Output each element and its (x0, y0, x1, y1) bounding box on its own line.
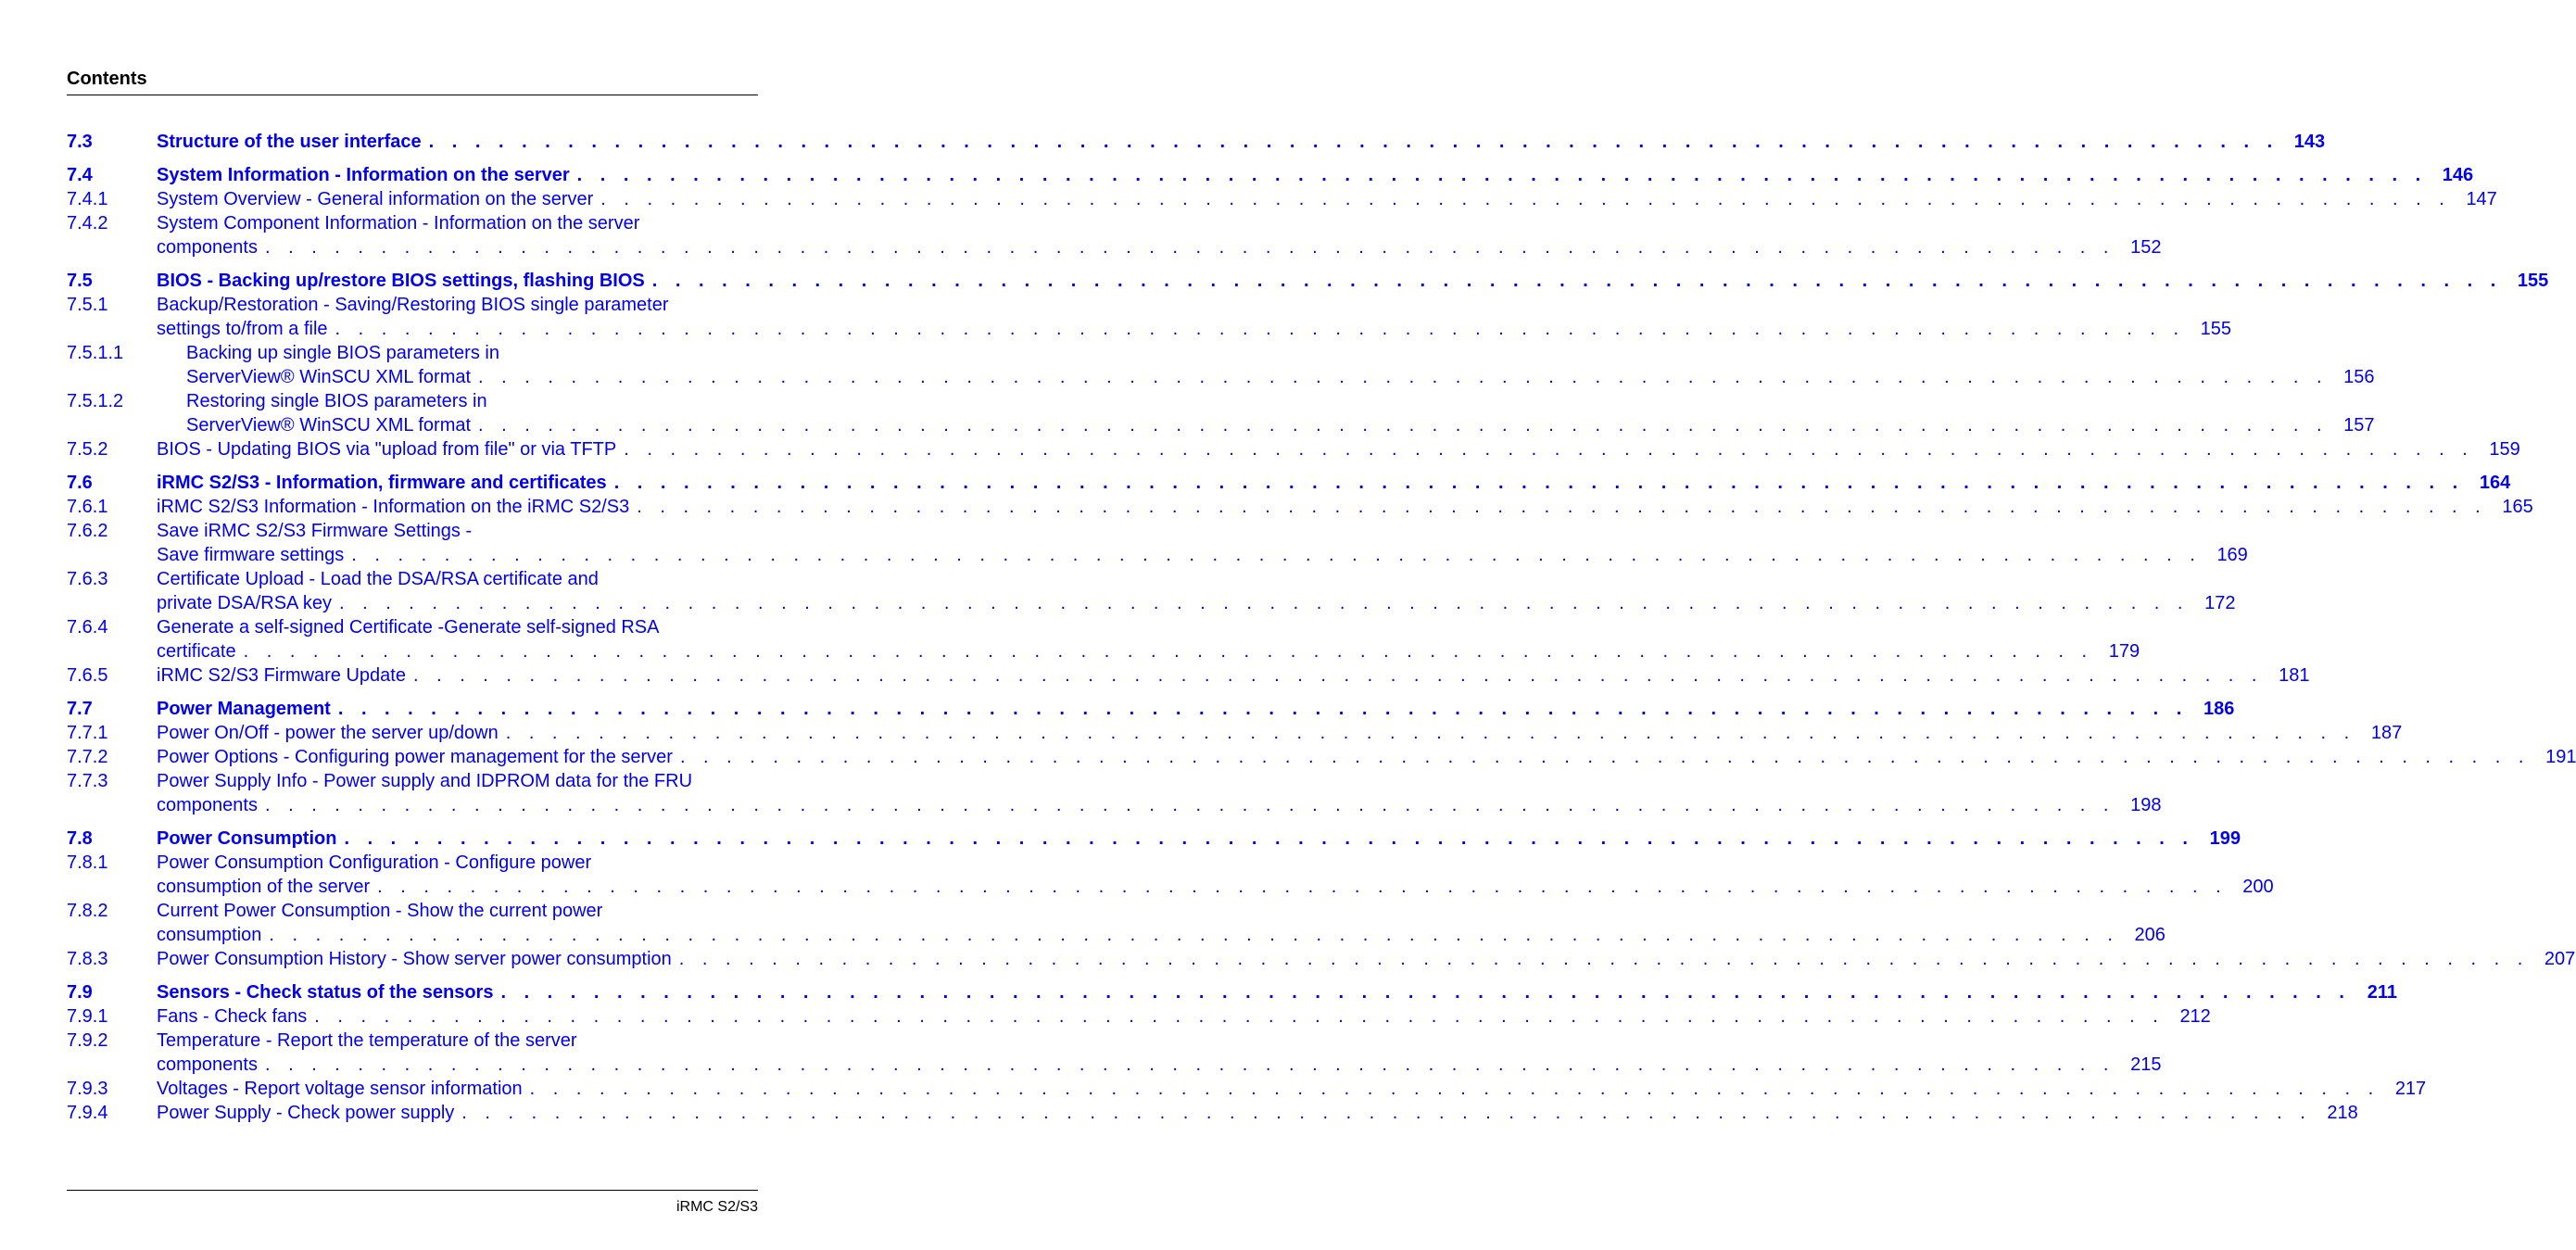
toc-entry-title: BIOS - Backing up/restore BIOS settings, flashing BIOS (157, 269, 652, 293)
toc-entry-page: 179 (2108, 641, 2140, 662)
toc-entry-number: 7.6.2 (67, 521, 108, 541)
toc-entry-number: 7.7 (67, 699, 93, 719)
toc-entry[interactable] (67, 567, 2236, 615)
toc-entry-title: Restoring single BIOS parameters in (186, 391, 487, 411)
toc-entry[interactable] (67, 615, 2140, 663)
toc-entry[interactable] (67, 293, 2232, 341)
dot-leader: . . . . . . . . . . . . . . . . . . . . . . . . . . . . . . . . . . . . . . . . . . . . . . . . . . . . . . . . . . . . . . . . . . . . . . . . . . . . . . . . (264, 237, 2115, 258)
toc-entry-title: certificate (157, 639, 244, 663)
toc-entry-page: 199 (2209, 828, 2241, 849)
toc-entry-page: 159 (2489, 439, 2520, 460)
toc-entry[interactable] (67, 1077, 2427, 1101)
toc-entry-number: 7.4.1 (67, 189, 108, 209)
toc-entry-title: iRMC S2/S3 Information - Information on the iRMC S2/S3 (157, 495, 637, 519)
toc-entry-title: Sensors - Check status of the sensors (157, 980, 500, 1004)
toc-entry-page: 206 (2134, 925, 2166, 945)
toc-entry-page: 181 (2279, 665, 2310, 686)
toc-entry[interactable] (67, 769, 2162, 817)
dot-leader: . . . . . . . . . . . . . . . . . . . . . . . . . . . . . . . . . . . . . . . . . . . . . . . . . . . . . . . . . . . . . . . . . . . . . . . . . . . . . . . . (412, 665, 2264, 686)
toc-entry-number: 7.9.2 (67, 1030, 108, 1051)
toc-entry-number: 7.8 (67, 828, 93, 849)
toc-entry-title: Certificate Upload - Load the DSA/RSA certificate and (157, 569, 599, 589)
toc-entry[interactable] (67, 851, 2274, 899)
toc-entry-number: 7.4.2 (67, 213, 108, 234)
toc-entry-page: 156 (2343, 367, 2375, 387)
toc-entry-title: Power Supply Info - Power supply and IDPROM data for the FRU (157, 771, 693, 791)
toc-group (67, 827, 2576, 971)
toc-entry-title: Power Supply - Check power supply (157, 1101, 461, 1125)
toc-entry[interactable] (67, 389, 2375, 437)
page-footer (67, 1190, 758, 1220)
toc-entry-page: 187 (2370, 723, 2403, 743)
toc-entry[interactable] (67, 1004, 2211, 1029)
toc-entry-title: Power Options - Configuring power management for the server (157, 745, 680, 769)
dot-leader: . . . . . . . . . . . . . . . . . . . . . . . . . . . . . . . . . . . . . . . . . . . . . . . . . . . . . . . . . . . . . . . . . . . . . . . . . . . . . . . . (637, 497, 2487, 517)
toc-entry-number: 7.5.2 (67, 439, 108, 460)
toc-entry[interactable] (67, 1029, 2162, 1077)
toc-group (67, 471, 2533, 688)
toc-entry-title: System Information - Information on the server (157, 163, 577, 187)
toc-entry-page: 164 (2479, 473, 2511, 493)
toc-entry-number: 7.7.3 (67, 771, 108, 791)
toc-entry[interactable] (67, 341, 2375, 389)
toc-entry-page: 200 (2242, 877, 2274, 897)
toc-entry-title: System Component Information - Information on the server (157, 213, 640, 234)
dot-leader: . . . . . . . . . . . . . . . . . . . . . . . . . . . . . . . . . . . . . . . . . . . . . . . . . . . . . . . . . . . . . . . . . . . . . . . . . . . . . . . . (269, 925, 2119, 945)
toc-entry-page: 155 (2517, 271, 2549, 291)
dot-leader: . . . . . . . . . . . . . . . . . . . . . . . . . . . . . . . . . . . . . . . . . . . . . . . . . . . . . . . . . . . . . . . . . . . . . . . . . . . . . . . . (335, 319, 2186, 339)
toc-entry-title: consumption of the server (157, 875, 377, 899)
toc-entry-number: 7.5.1.2 (67, 391, 124, 411)
dot-leader: . . . . . . . . . . . . . . . . . . . . . . . . . . . . . . . . . . . . . . . . . . . . . . . . . . . . . . . . . . . . . . . . . . . . . . . . . . . . . . . . (428, 132, 2279, 152)
toc-entry-title: Power On/Off - power the server up/down (157, 721, 506, 745)
toc-entry-title: Save iRMC S2/S3 Firmware Settings - (157, 521, 473, 541)
toc-entry-page: 217 (2394, 1079, 2427, 1099)
dot-leader: . . . . . . . . . . . . . . . . . . . . . . . . . . . . . . . . . . . . . . . . . . . . . . . . . . . . . . . . . . . . . . . . . . . . . . . . . . . . . . . . (264, 795, 2115, 815)
toc-entry-title: settings to/from a file (157, 317, 335, 341)
toc-entry-title: Current Power Consumption - Show the current power (157, 901, 603, 921)
toc-entry-page: 152 (2130, 237, 2162, 258)
toc-group (67, 697, 2576, 817)
toc-entry-title: private DSA/RSA key (157, 591, 339, 615)
page-title: Contents (67, 69, 147, 89)
toc-entry-title: System Overview - General information on the server (157, 187, 600, 211)
toc-entry-number: 7.5.1.1 (67, 343, 124, 363)
toc-entry-page: 198 (2130, 795, 2162, 815)
toc-entry[interactable] (67, 1101, 2358, 1125)
toc-entry-title: Generate a self-signed Certificate -Generate self-signed RSA (157, 617, 660, 638)
toc-entry-number: 7.8.1 (67, 852, 108, 873)
toc-entry-title: Structure of the user interface (157, 130, 429, 154)
dot-leader: . . . . . . . . . . . . . . . . . . . . . . . . . . . . . . . . . . . . . . . . . . . . . . . . . . . . . . . . . . . . . . . . . . . . . . . . . . . . . . . . (500, 982, 2351, 1003)
toc-entry[interactable] (67, 130, 2326, 154)
toc-entry-number: 7.6.4 (67, 617, 108, 638)
toc-entry-page: 172 (2204, 593, 2236, 613)
toc-entry-title: Backing up single BIOS parameters in (186, 343, 499, 363)
table-of-contents (67, 130, 2576, 1134)
toc-entry-title: iRMC S2/S3 Firmware Update (157, 663, 413, 688)
toc-entry-number: 7.7.1 (67, 723, 108, 743)
toc-entry-title: consumption (157, 923, 269, 947)
toc-group (67, 163, 2497, 259)
toc-group (67, 130, 2326, 154)
toc-entry[interactable] (67, 721, 2403, 745)
toc-entry-title: Save firmware settings (157, 543, 351, 567)
toc-entry-title: Backup/Restoration - Saving/Restoring BIOS single parameter (157, 295, 669, 315)
toc-entry-number: 7.6.1 (67, 497, 108, 517)
toc-entry-title: components (157, 235, 265, 259)
dot-leader: . . . . . . . . . . . . . . . . . . . . . . . . . . . . . . . . . . . . . . . . . . . . . . . . . . . . . . . . . . . . . . . . . . . . . . . . . . . . . . . . (613, 473, 2465, 493)
toc-entry-number: 7.3 (67, 132, 93, 152)
toc-entry[interactable] (67, 745, 2576, 769)
toc-entry-number: 7.5 (67, 271, 93, 291)
dot-leader: . . . . . . . . . . . . . . . . . . . . . . . . . . . . . . . . . . . . . . . . . . . . . . . . . . . . . . . . . . . . . . . . . . . . . . . . . . . . . . . . (529, 1079, 2380, 1099)
toc-entry-page: 169 (2216, 545, 2248, 565)
toc-entry[interactable] (67, 437, 2520, 461)
toc-entry[interactable] (67, 697, 2235, 721)
toc-entry-title: BIOS - Updating BIOS via "upload from file" or via TFTP (157, 437, 624, 461)
toc-group (67, 980, 2427, 1125)
dot-leader: . . . . . . . . . . . . . . . . . . . . . . . . . . . . . . . . . . . . . . . . . . . . . . . . . . . . . . . . . . . . . . . . . . . . . . . . . . . . . . . . (243, 641, 2094, 662)
toc-entry[interactable] (67, 163, 2474, 187)
toc-entry[interactable] (67, 187, 2497, 211)
toc-entry-page: 146 (2442, 165, 2474, 185)
toc-entry-title: components (157, 793, 265, 817)
toc-entry-title: ServerView® WinSCU XML format (186, 365, 478, 389)
dot-leader: . . . . . . . . . . . . . . . . . . . . . . . . . . . . . . . . . . . . . . . . . . . . . . . . . . . . . . . . . . . . . . . . . . . . . . . . . . . . . . . . (377, 877, 2228, 897)
dot-leader: . . . . . . . . . . . . . . . . . . . . . . . . . . . . . . . . . . . . . . . . . . . . . . . . . . . . . . . . . . . . . . . . . . . . . . . . . . . . . . . . (505, 723, 2356, 743)
toc-entry[interactable] (67, 519, 2248, 567)
toc-entry-title: iRMC S2/S3 - Information, firmware and certificates (157, 471, 614, 495)
toc-entry[interactable] (67, 980, 2397, 1004)
toc-entry-number: 7.7.2 (67, 747, 108, 767)
toc-entry-page: 211 (2367, 982, 2397, 1003)
toc-entry-number: 7.4 (67, 165, 93, 185)
dot-leader: . . . . . . . . . . . . . . . . . . . . . . . . . . . . . . . . . . . . . . . . . . . . . . . . . . . . . . . . . . . . . . . . . . . . . . . . . . . . . . . . (344, 828, 2194, 849)
dot-leader: . . . . . . . . . . . . . . . . . . . . . . . . . . . . . . . . . . . . . . . . . . . . . . . . . . . . . . . . . . . . . . . . . . . . . . . . . . . . . . . . (600, 189, 2451, 209)
dot-leader: . . . . . . . . . . . . . . . . . . . . . . . . . . . . . . . . . . . . . . . . . . . . . . . . . . . . . . . . . . . . . . . . . . . . . . . . . . . . . . . . (651, 271, 2503, 291)
toc-entry[interactable] (67, 899, 2166, 947)
dot-leader: . . . . . . . . . . . . . . . . . . . . . . . . . . . . . . . . . . . . . . . . . . . . . . . . . . . . . . . . . . . . . . . . . . . . . . . . . . . . . . . . (461, 1103, 2312, 1123)
toc-entry-number: 7.8.3 (67, 949, 108, 969)
toc-entry-page: 165 (2502, 497, 2533, 517)
toc-group (67, 269, 2549, 461)
toc-entry[interactable] (67, 471, 2511, 495)
toc-entry-number: 7.6 (67, 473, 93, 493)
toc-entry-title: ServerView® WinSCU XML format (186, 413, 478, 437)
toc-entry-page: 155 (2200, 319, 2232, 339)
dot-leader: . . . . . . . . . . . . . . . . . . . . . . . . . . . . . . . . . . . . . . . . . . . . . . . . . . . . . . . . . . . . . . . . . . . . . . . . . . . . . . . . (314, 1006, 2165, 1027)
toc-entry-title: components (157, 1053, 265, 1077)
toc-entry-page: 143 (2293, 132, 2326, 152)
toc-entry[interactable] (67, 211, 2162, 259)
toc-entry-page: 157 (2343, 415, 2375, 436)
toc-entry-page: 191 (2545, 747, 2576, 767)
toc-entry[interactable] (67, 827, 2241, 851)
dot-leader: . . . . . . . . . . . . . . . . . . . . . . . . . . . . . . . . . . . . . . . . . . . . . . . . . . . . . . . . . . . . . . . . . . . . . . . . . . . . . . . . (337, 699, 2189, 719)
dot-leader: . . . . . . . . . . . . . . . . . . . . . . . . . . . . . . . . . . . . . . . . . . . . . . . . . . . . . . . . . . . . . . . . . . . . . . . . . . . . . . . . (679, 747, 2531, 767)
toc-entry-number: 7.8.2 (67, 901, 108, 921)
dot-leader: . . . . . . . . . . . . . . . . . . . . . . . . . . . . . . . . . . . . . . . . . . . . . . . . . . . . . . . . . . . . . . . . . . . . . . . . . . . . . . . . (624, 439, 2474, 460)
toc-entry-title: Power Consumption History - Show server power consumption (157, 947, 679, 971)
toc-entry-page: 207 (2544, 949, 2576, 969)
toc-entry-page: 147 (2466, 189, 2497, 209)
toc-entry[interactable] (67, 947, 2576, 971)
toc-entry-number: 7.9.3 (67, 1079, 108, 1099)
toc-entry-title: Temperature - Report the temperature of the server (157, 1030, 577, 1051)
toc-entry-title: Fans - Check fans (157, 1004, 314, 1029)
dot-leader: . . . . . . . . . . . . . . . . . . . . . . . . . . . . . . . . . . . . . . . . . . . . . . . . . . . . . . . . . . . . . . . . . . . . . . . . . . . . . . . . (478, 415, 2329, 436)
dot-leader: . . . . . . . . . . . . . . . . . . . . . . . . . . . . . . . . . . . . . . . . . . . . . . . . . . . . . . . . . . . . . . . . . . . . . . . . . . . . . . . . (478, 367, 2329, 387)
page-header (67, 65, 758, 95)
toc-entry-title: Power Consumption (157, 827, 344, 851)
toc-entry-number: 7.9 (67, 982, 93, 1003)
toc-entry-title: Voltages - Report voltage sensor information (157, 1077, 530, 1101)
dot-leader: . . . . . . . . . . . . . . . . . . . . . . . . . . . . . . . . . . . . . . . . . . . . . . . . . . . . . . . . . . . . . . . . . . . . . . . . . . . . . . . . (338, 593, 2190, 613)
toc-entry-title: Power Management (157, 697, 338, 721)
toc-entry-number: 7.5.1 (67, 295, 108, 315)
toc-entry[interactable] (67, 495, 2533, 519)
footer-text: iRMC S2/S3 (676, 1199, 758, 1215)
dot-leader: . . . . . . . . . . . . . . . . . . . . . . . . . . . . . . . . . . . . . . . . . . . . . . . . . . . . . . . . . . . . . . . . . . . . . . . . . . . . . . . . (678, 949, 2530, 969)
toc-entry-page: 212 (2179, 1006, 2211, 1027)
toc-entry[interactable] (67, 269, 2549, 293)
toc-entry-number: 7.9.4 (67, 1103, 108, 1123)
toc-entry-number: 7.6.5 (67, 665, 108, 686)
dot-leader: . . . . . . . . . . . . . . . . . . . . . . . . . . . . . . . . . . . . . . . . . . . . . . . . . . . . . . . . . . . . . . . . . . . . . . . . . . . . . . . . (576, 165, 2428, 185)
toc-entry-number: 7.6.3 (67, 569, 108, 589)
toc-entry[interactable] (67, 663, 2310, 688)
toc-entry-page: 215 (2130, 1054, 2162, 1075)
toc-entry-number: 7.9.1 (67, 1006, 108, 1027)
toc-entry-page: 186 (2203, 699, 2235, 719)
toc-entry-title: Power Consumption Configuration - Configure power (157, 852, 592, 873)
toc-entry-page: 218 (2327, 1103, 2358, 1123)
dot-leader: . . . . . . . . . . . . . . . . . . . . . . . . . . . . . . . . . . . . . . . . . . . . . . . . . . . . . . . . . . . . . . . . . . . . . . . . . . . . . . . . (264, 1054, 2115, 1075)
dot-leader: . . . . . . . . . . . . . . . . . . . . . . . . . . . . . . . . . . . . . . . . . . . . . . . . . . . . . . . . . . . . . . . . . . . . . . . . . . . . . . . . (351, 545, 2202, 565)
